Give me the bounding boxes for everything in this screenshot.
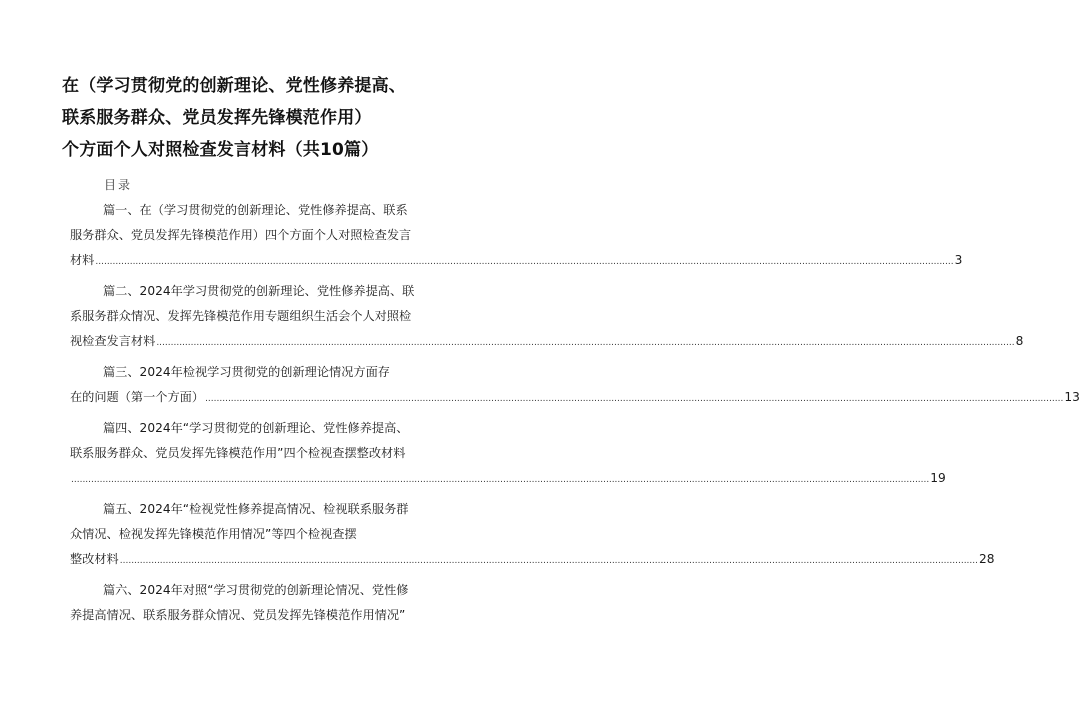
toc-entry-line: 篇四、2024年“学习贯彻党的创新理论、党性修养提高、 <box>103 421 409 435</box>
toc-entry-text: 整改材料 <box>70 552 119 566</box>
toc-entry-line: 篇六、2024年对照“学习贯彻党的创新理论情况、党性修 <box>103 583 409 597</box>
toc-entry-line: 养提高情况、联系服务群众情况、党员发挥先锋模范作用情况” <box>70 608 406 622</box>
toc-page-number: 3 <box>954 253 963 267</box>
toc-entry-line: 篇二、2024年学习贯彻党的创新理论、党性修养提高、联 <box>103 284 415 298</box>
toc-page-number: 13 <box>1064 390 1080 404</box>
toc-entry-4[interactable] <box>70 416 946 491</box>
toc-entry-text: 在的问题（第一个方面） <box>70 390 205 404</box>
toc-entry-2[interactable] <box>70 279 1024 354</box>
dot-leader: ............................................................................................................................................................................................................................................................................................................ <box>95 257 954 267</box>
toc-entry-leader-line <box>70 329 1024 354</box>
toc-entry-line: 众情况、检视发挥先锋模范作用情况”等四个检视查摆 <box>70 527 357 541</box>
toc-page-number: 19 <box>930 471 946 485</box>
table-of-contents <box>70 198 1080 634</box>
toc-entry-line: 篇三、2024年检视学习贯彻党的创新理论情况方面存 <box>103 365 390 379</box>
dot-leader: ............................................................................................................................................................................................................................................................................................................ <box>205 394 1064 404</box>
toc-entry-line: 系服务群众情况、发挥先锋模范作用专题组织生活会个人对照检 <box>70 309 412 323</box>
toc-entry-leader-line <box>70 466 946 491</box>
toc-entry-1[interactable] <box>70 198 963 273</box>
toc-entry-line: 篇五、2024年“检视党性修养提高情况、检视联系服务群 <box>103 502 409 516</box>
dot-leader: ............................................................................................................................................................................................................................................................................................................ <box>119 556 979 566</box>
toc-page-number: 8 <box>1015 334 1024 348</box>
title-line-2: 联系服务群众、党员发挥先锋模范作用） <box>62 108 372 128</box>
title-line-1: 在（学习贯彻党的创新理论、党性修养提高、 <box>62 76 406 96</box>
toc-entry-line: 篇一、在（学习贯彻党的创新理论、党性修养提高、联系 <box>103 203 408 217</box>
toc-entry-leader-line <box>70 547 995 572</box>
toc-entry-leader-line <box>70 385 1080 410</box>
toc-entry-5[interactable] <box>70 497 995 572</box>
document-title <box>62 70 462 166</box>
toc-entry-6[interactable] <box>70 578 432 628</box>
toc-heading: 目录 <box>104 178 133 192</box>
toc-entry-3[interactable] <box>70 360 1080 410</box>
toc-entry-line: 联系服务群众、党员发挥先锋模范作用”四个检视查摆整改材料 <box>70 446 406 460</box>
dot-leader: ............................................................................................................................................................................................................................................................................................................ <box>71 475 930 485</box>
title-line-3: 个方面个人对照检查发言材料（共10篇） <box>62 140 379 160</box>
toc-page-number: 28 <box>979 552 995 566</box>
toc-entry-text: 视检查发言材料 <box>70 334 156 348</box>
toc-entry-line: 服务群众、党员发挥先锋模范作用）四个方面个人对照检查发言 <box>70 228 412 242</box>
dot-leader: ............................................................................................................................................................................................................................................................................................................ <box>156 338 1015 348</box>
toc-entry-leader-line <box>70 248 963 273</box>
toc-entry-text: 材料 <box>70 253 95 267</box>
